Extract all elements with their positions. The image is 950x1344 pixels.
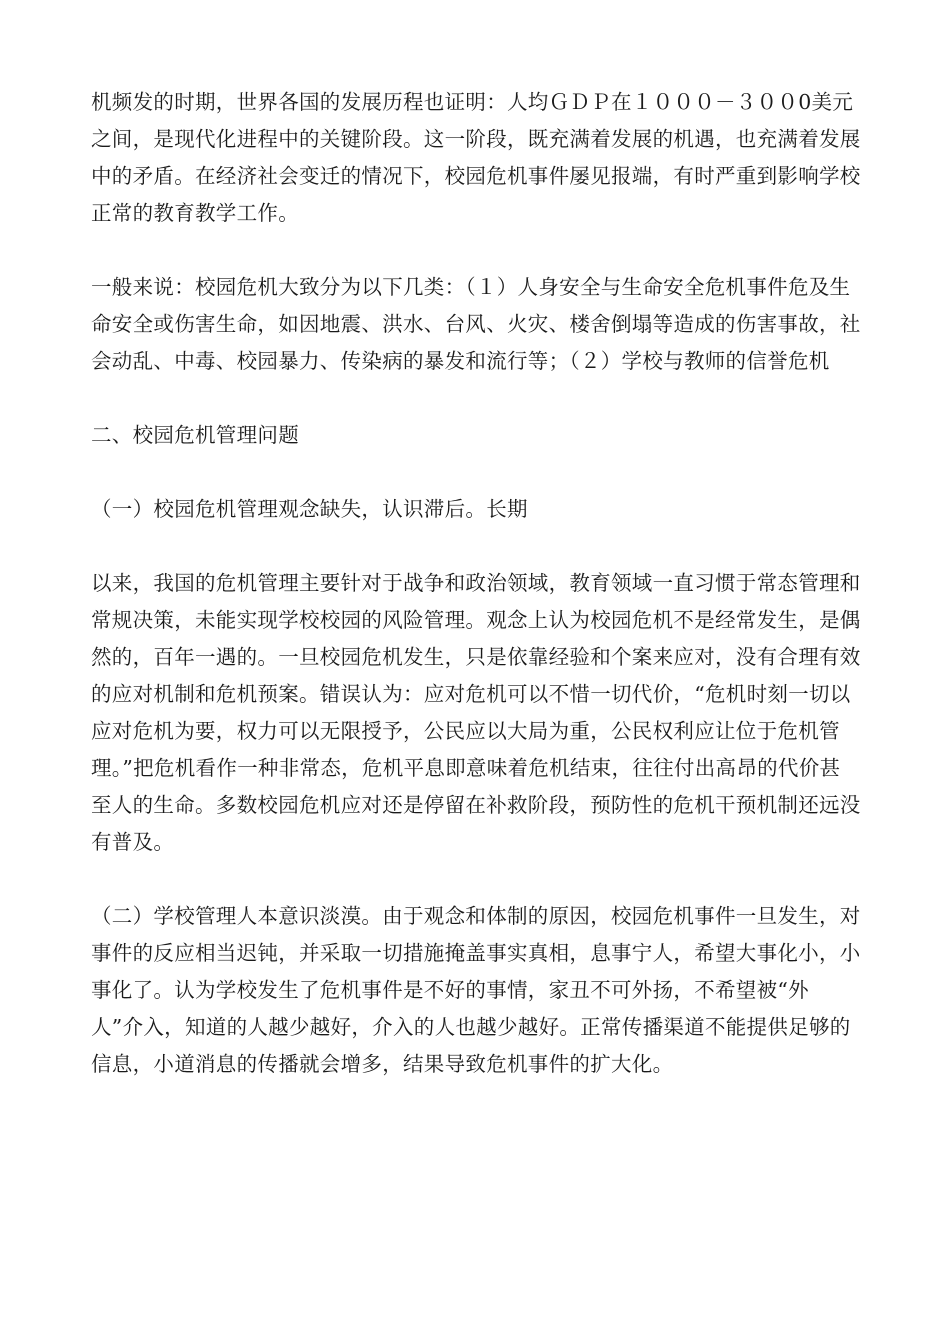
- paragraph-gdp-context: 机频发的时期，世界各国的发展历程也证明：人均ＧＤＰ在１０００－３００0美元之间，是现代化进程中的关键阶段。这一阶段，既充满着发展的机遇，也充满着发展中的矛盾。在经济社会变迁的情况下，校园危机事件屡见报端，有时严重到影响学校正常的教育教学工作。: [91, 90, 861, 225]
- paragraph-spacer: [91, 528, 861, 565]
- paragraph-crisis-types: 一般来说：校园危机大致分为以下几类：（１）人身安全与生命安全危机事件危及生命安全或伤害生命，如因地震、洪水、台风、火灾、楼舍倒塌等造成的伤害事故，社会动乱、中毒、校园暴力、传染病的暴发和流行等；（２）学校与教师的信誉危机: [91, 275, 861, 373]
- section-heading: 二、校园危机管理问题: [91, 423, 299, 447]
- subsection-heading-1: （一）校园危机管理观念缺失，认识滞后。长期: [91, 497, 528, 521]
- paragraph-spacer: [91, 380, 861, 417]
- paragraph-spacer: [91, 861, 861, 898]
- paragraph-humanistic-awareness: （二）学校管理人本意识淡漠。由于观念和体制的原因，校园危机事件一旦发生，对事件的反应相当迟钝，并采取一切措施掩盖事实真相，息事宁人，希望大事化小，小事化了。认为学校发生了危机事件是不好的事情，家丑不可外扬，不希望被“外人”介入，知道的人越少越好，介入的人也越少越好。正常传播渠道不能提供足够的信息，小道消息的传播就会增多，结果导致危机事件的扩大化。: [91, 904, 861, 1076]
- paragraph-spacer: [91, 232, 861, 269]
- paragraph-spacer: [91, 454, 861, 491]
- document-page: [91, 84, 861, 1083]
- paragraph-concept-lacking: 以来，我国的危机管理主要针对于战争和政治领域，教育领域一直习惯于常态管理和常规决策，未能实现学校校园的风险管理。观念上认为校园危机不是经常发生，是偶然的，百年一遇的。一旦校园危机发生，只是依靠经验和个案来应对，没有合理有效的应对机制和危机预案。错误认为：应对危机可以不惜一切代价，“危机时刻一切以应对危机为要，权力可以无限授予，公民应以大局为重，公民权利应让位于危机管理。”把危机看作一种非常态，危机平息即意味着危机结束，往往付出高昂的代价甚至人的生命。多数校园危机应对还是停留在补救阶段，预防性的危机干预机制还远没有普及。: [91, 571, 861, 854]
